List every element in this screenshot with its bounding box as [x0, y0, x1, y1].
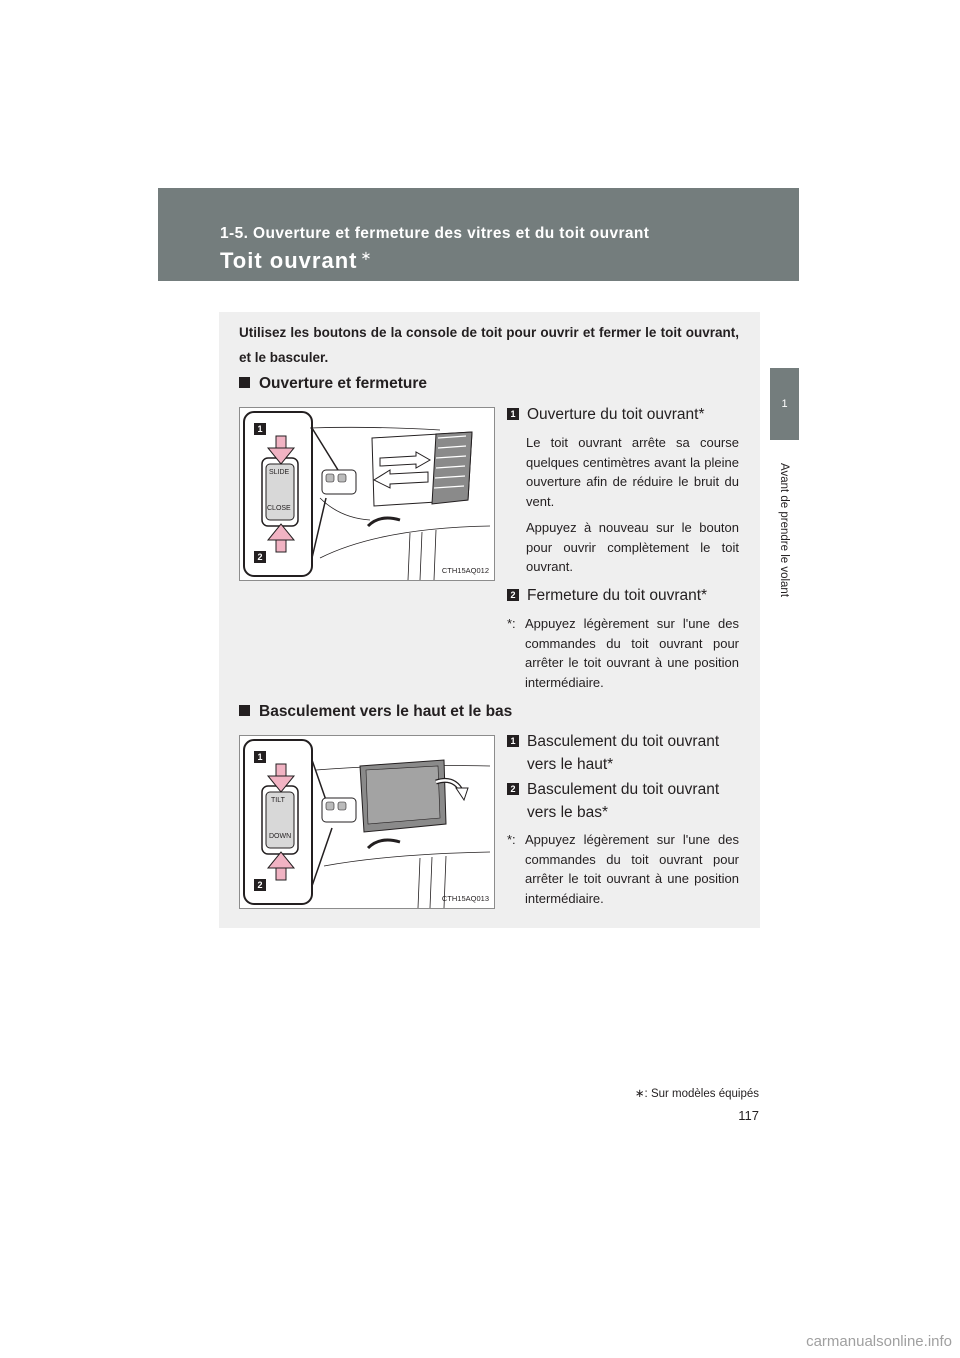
tilt-button-label: TILT [271, 797, 285, 804]
figure-code: CTH15AQ012 [441, 566, 489, 575]
chapter-side-label: Avant de prendre le volant [778, 462, 790, 598]
note-text: Appuyez légèrement sur l'une des commandes du toit ouvrant pour arrêter le toit ouvrant à une position intermédiaire. [525, 832, 739, 906]
figure-callout-2: 2 [254, 551, 266, 563]
footnote-equipped-models: ∗: Sur modèles équipés [634, 1088, 759, 1100]
slide-button-label: SLIDE [269, 469, 290, 476]
figure-tilt-down [239, 735, 495, 909]
note-slide [507, 614, 739, 692]
chapter-number: 1 [781, 398, 788, 410]
item-label: Ouverture du toit ouvrant* [527, 406, 705, 423]
item-label-line2: vers le bas* [527, 804, 608, 821]
note-tilt [507, 830, 739, 908]
figure-callout-2: 2 [254, 879, 266, 891]
page-title-text: Toit ouvrant [220, 248, 358, 273]
item-number-1: 1 [507, 408, 519, 420]
item-number-1: 1 [507, 735, 519, 747]
sunroof-slide-illustration [240, 408, 494, 580]
item-label-line1: Basculement du toit ouvrant [527, 781, 720, 798]
title-asterisk: ∗ [360, 248, 373, 263]
chapter-header [158, 188, 799, 281]
content-box [219, 312, 760, 928]
chapter-tab [770, 368, 799, 440]
section-title: 1-5. Ouverture et fermeture des vitres et du toit ouvrant [220, 225, 650, 242]
sunroof-tilt-illustration [240, 736, 494, 908]
close-button-label: CLOSE [267, 505, 291, 512]
intro-text: Utilisez les boutons de la console de toit pour ouvrir et fermer le toit ouvrant, et le basculer. [239, 325, 739, 365]
figure-slide-close [239, 407, 495, 581]
figure-callout-1: 1 [254, 423, 266, 435]
note-text: Appuyez légèrement sur l'une des commandes du toit ouvrant pour arrêter le toit ouvrant à une position intermédiaire. [525, 616, 739, 690]
item-close-sunroof [507, 584, 739, 607]
item-open-desc-1: Le toit ouvrant arrête sa course quelques centimètres avant la pleine ouverture afin de réduire le bruit du vent. [526, 435, 739, 509]
square-bullet-icon [239, 377, 250, 388]
figure-callout-1: 1 [254, 751, 266, 763]
heading-text: Ouverture et fermeture [259, 375, 427, 392]
heading-tilt [239, 703, 512, 721]
item-number-2: 2 [507, 783, 519, 795]
square-bullet-icon [239, 705, 250, 716]
item-open-desc-2: Appuyez à nouveau sur le bouton pour ouvrir complètement le toit ouvrant. [526, 520, 739, 574]
figure-code: CTH15AQ013 [441, 894, 489, 903]
item-label-line1: Basculement du toit ouvrant [527, 733, 720, 750]
heading-text: Basculement vers le haut et le bas [259, 703, 513, 720]
note-mark: *: [507, 616, 516, 631]
heading-opening-closing [239, 375, 427, 393]
page-number: 117 [738, 1108, 759, 1123]
item-label: Fermeture du toit ouvrant* [527, 587, 708, 604]
page-title [220, 248, 372, 274]
item-number-2: 2 [507, 589, 519, 601]
watermark: carmanualsonline.info [806, 1333, 952, 1350]
item-tilt-down [507, 778, 739, 824]
item-label-line2: vers le haut* [527, 756, 614, 773]
down-button-label: DOWN [269, 833, 292, 840]
note-mark: *: [507, 832, 516, 847]
item-open-sunroof [507, 403, 739, 426]
item-tilt-up [507, 730, 739, 776]
